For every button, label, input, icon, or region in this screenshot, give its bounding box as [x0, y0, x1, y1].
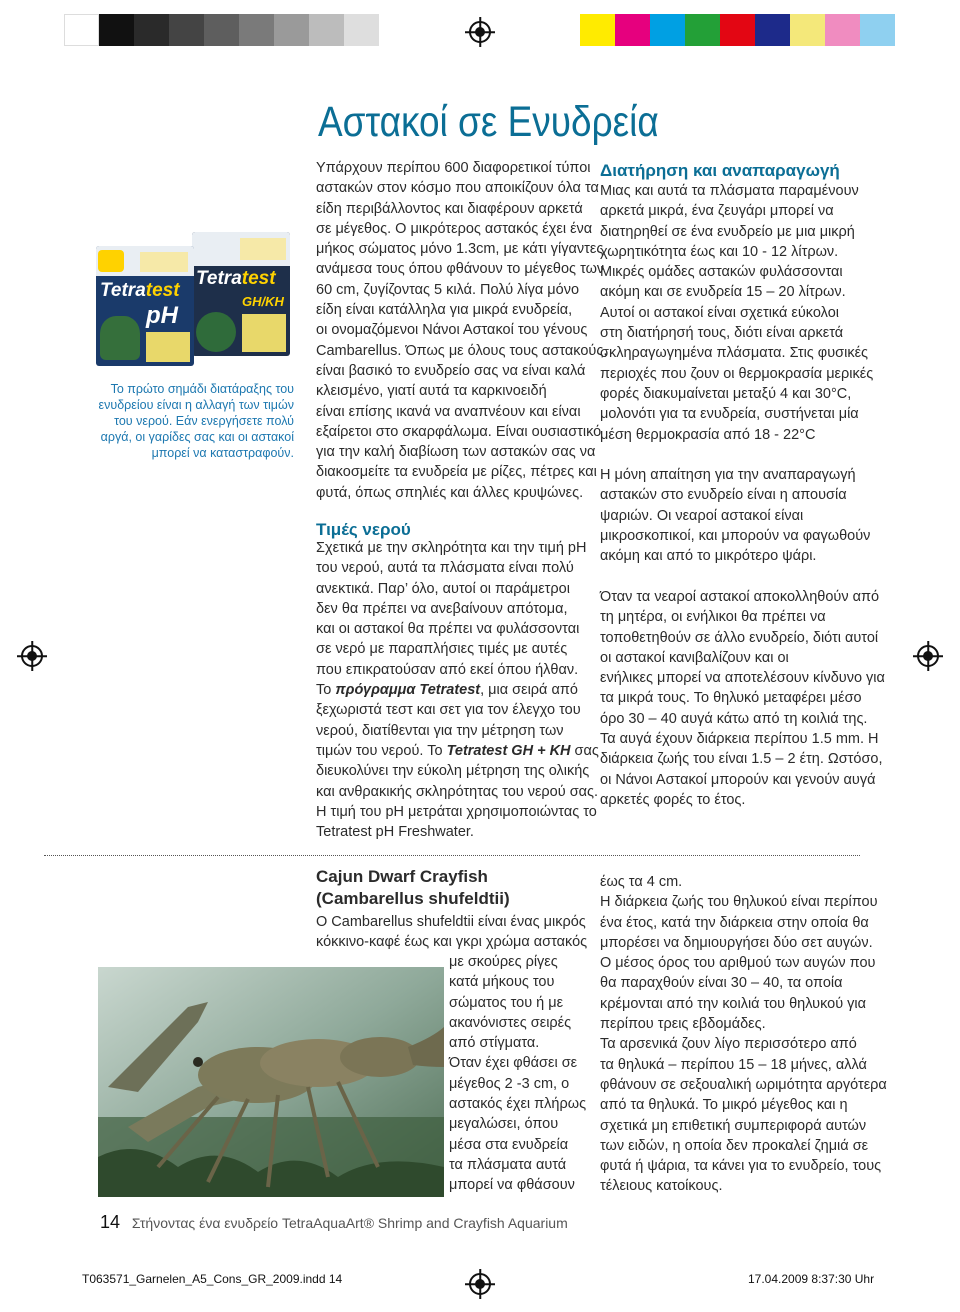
text-line: με σκούρες ρίγες	[449, 954, 558, 970]
box1-label: pH	[146, 302, 178, 329]
text-line: εξαίρετοι στο σκαρφάλωμα. Είναι ουσιαστικό	[316, 423, 602, 440]
text-line: των ειδών, η οποία δεν προκαλεί ζημιά σε	[600, 1137, 869, 1154]
text-line: μπορεί να φθάσουν	[449, 1177, 575, 1194]
text-line: σχετικά μη επιθετική συμπεριφορά αυτών	[600, 1117, 867, 1134]
tetratest-product-image	[96, 226, 296, 366]
text-line: ανεκτικά. Παρ’ όλο, αυτοί οι παράμετροι	[316, 580, 570, 597]
text-line: διατηρηθεί σε ένα ενυδρείο με μια μικρή	[600, 223, 855, 240]
box1-brand-suffix: test	[145, 280, 180, 301]
text-line: διακοσμείτε τα ενυδρεία με ρίζες, πέτρες και	[316, 464, 597, 481]
text-line: ανάμεσα τους όπου φθάνουν το μέγεθος των	[316, 261, 605, 278]
maintenance-heading: Διατήρηση και αναπαραγωγή	[600, 161, 840, 180]
text-line: κατά μήκους του	[449, 974, 555, 991]
text-line: τη μητέρα, οι ενήλικοι θα πρέπει να	[600, 609, 826, 626]
slug-filename: T063571_Garnelen_A5_Cons_GR_2009.indd 14	[82, 1272, 343, 1286]
text-line: σκληραγωγημένα πλάσματα. Στις φυσικές	[600, 345, 869, 362]
text-line: ενήλικες μπορεί να αποτελέσουν κίνδυνο για	[600, 670, 885, 687]
crayfish-photo	[98, 967, 444, 1197]
text-line: περίπου τρεις εβδομάδες.	[600, 1016, 766, 1033]
box2-brand: Tetra	[196, 268, 242, 289]
text-line: σώματος του ή με	[449, 994, 564, 1011]
text-line: φθάνουν σε σεξουαλική ωριμότητα αργότερα	[600, 1076, 887, 1093]
text-line: αρκετά μικρά, ένα ζευγάρι μπορεί να	[600, 203, 834, 220]
text-line: σε μέγεθος. Ο μικρότερος αστακός έχει ένα	[316, 220, 593, 237]
text-line: Η μόνη απαίτηση για την αναπαραγωγή	[600, 467, 856, 484]
text-line: του νερού, αυτά τα πλάσματα είναι πολύ	[316, 560, 574, 577]
section-divider	[44, 855, 860, 856]
slug-date: 17.04.2009 8:37:30 Uhr	[748, 1272, 875, 1286]
text-line: έως τα 4 cm.	[600, 874, 683, 890]
tetratest-ghkh-emphasis: Tetratest GH + KH	[446, 742, 571, 759]
text-line: χωρητικότητα έως και 10 - 12 λίτρων.	[600, 243, 839, 260]
text-line: στη διατήρησή τους, διότι είναι αρκετά	[600, 325, 844, 342]
text-line: ένα έτος, κατά την διάρκεια στην οποία θα	[600, 914, 869, 931]
tetratest-ph-box	[96, 246, 194, 366]
dwarf-right-text	[600, 872, 887, 1197]
water-values-heading: Τιμές νερού	[316, 520, 411, 539]
intro-text	[316, 158, 607, 503]
dwarf-intro-text	[316, 912, 587, 953]
text-line: μέγεθος 2 -3 cm, ο	[449, 1075, 570, 1092]
text-line: διευκολύνει την εύκολη μέτρηση της ολικής	[316, 763, 590, 780]
text-line: και ανθρακικής σκληρότητας του νερού σας.	[316, 783, 599, 800]
heading-line: (Cambarellus shufeldtii)	[316, 889, 510, 908]
text-line: 60 cm, ζυγίζοντας 5 κιλά. Πολύ λίγα μόνο	[316, 281, 580, 298]
page-number: 14	[100, 1212, 121, 1232]
footer-text: Στήνοντας ένα ενυδρείο TetraAquaArt® Shrimp and Crayfish Aquarium	[131, 1215, 568, 1231]
text-span: σας	[570, 742, 599, 759]
text-line: Μιας και αυτά τα πλάσματα παραμένουν	[600, 183, 859, 199]
text-line: μικροσκοπικοί, και μπορούν να φαγωθούν	[600, 528, 871, 545]
box2-brand-suffix: test	[241, 268, 276, 289]
text-line: τα πλάσματα αυτά	[449, 1156, 567, 1173]
registration-mark-top	[469, 21, 491, 43]
registration-mark-right	[917, 645, 939, 667]
text-line: διάρκεια ζωής του είναι 1.5 – 2 έτη. Ωστόσο,	[600, 751, 883, 768]
text-line: Τα αρσενικά ζουν λίγο περισσότερο από	[600, 1036, 857, 1053]
text-line: κλεισμένο, γιατί αυτά τα καρκινοειδή	[316, 383, 547, 400]
text-line: μπορέσει να δημιουργήσει δύο σετ αυγών.	[600, 934, 873, 951]
text-line: όρο 30 – 40 αυγά κάτω από τη κοιλιά της.	[600, 710, 868, 727]
box2-label: GH/KH	[242, 294, 284, 309]
text-line: ακόμη και σε ενυδρεία 15 – 20 λίτρων.	[600, 284, 846, 301]
page-title: Αστακοί σε Ενυδρεία	[318, 98, 659, 146]
registration-mark-left	[21, 645, 43, 667]
text-line: ακόμη και από το μικρότερο ψάρι.	[600, 548, 817, 565]
text-line: νερού, διατίθενται για την μέτρηση των	[316, 722, 564, 739]
text-line: είναι επίσης ικανά να αναπνέουν και είναι	[316, 403, 581, 420]
text-span: , μια σειρά από	[480, 682, 578, 699]
text-line: φυτά, όπως σπηλιές και άλλες κρυψώνες.	[316, 484, 584, 501]
text-line: και οι αστακοί θα πρέπει να φυλάσσονται	[316, 621, 580, 638]
text-line: από στίγματα.	[449, 1035, 540, 1052]
image-caption: Το πρώτο σημάδι διατάραξης του ενυδρείου είναι η αλλαγή των τιμών του νερού. Εάν ενεργήσετε πολύ αργά, οι γαρίδες σας και οι αστακοί μπορεί να καταστραφούν.	[98, 382, 294, 460]
text-line: Υπάρχουν περίπου 600 διαφορετικοί τύποι	[316, 160, 591, 176]
text-line: ψαριών. Οι νεαροί αστακοί είναι	[600, 507, 804, 524]
text-line: Ο μέσος όρος του αριθμού των αυγών που	[600, 955, 876, 972]
text-line: αρκετές φορές το έτος.	[600, 791, 746, 808]
text-line: μεγαλώσει, όπου	[449, 1116, 559, 1133]
text-line: είδη είναι κατάλληλα για μικρά ενυδρεία,	[316, 302, 573, 319]
dwarf-crayfish-heading	[316, 866, 510, 910]
text-line: οι αστακοί κανιβαλίζουν και οι	[600, 649, 789, 666]
text-line: τοποθετηθούν σε άλλο ενυδρείο, διότι αυτοί	[600, 629, 879, 646]
water-values-text	[316, 538, 599, 842]
tetratest-program-emphasis: πρόγραμμα Tetratest	[335, 682, 481, 699]
text-line	[316, 680, 599, 700]
text-line: Τα αυγά έχουν διάρκεια περίπου 1.5 mm. Η	[600, 731, 879, 748]
text-span: Το	[316, 682, 336, 699]
text-line: κρέμονται από την κοιλιά του θηλυκού για	[600, 995, 867, 1012]
tetratest-gh-kh-box	[192, 232, 290, 356]
text-span: τιμών του νερού. Το	[316, 742, 447, 759]
text-line: τα μικρά τους. Το θηλυκό μεταφέρει μέσο	[600, 690, 862, 707]
text-line: είδη περιβάλλοντος και διαφέρουν αρκετά	[316, 200, 583, 217]
text-line: περιοχές που ζουν οι θερμοκρασία μερικές	[600, 365, 874, 382]
text-line: μέση θερμοκρασία από 18 - 22°C	[600, 426, 816, 443]
text-line: Όταν τα νεαροί αστακοί αποκολληθούν από	[600, 588, 880, 605]
text-line: αστακός έχει πλήρως	[449, 1096, 587, 1113]
crayfish-illustration	[98, 967, 444, 1197]
text-line: που επικρατούσαν από εκεί όπου ήλθαν.	[316, 661, 579, 678]
text-line: μέσα στα ενυδρεία	[449, 1136, 569, 1153]
text-line: Tetratest pH Freshwater.	[316, 824, 474, 841]
text-line: Σχετικά με την σκληρότητα και την τιμή pH	[316, 540, 587, 556]
text-line: Μικρές ομάδες αστακών φυλάσσονται	[600, 264, 843, 281]
text-line: Η τιμή του pH μετράται χρησιμοποιώντας το	[316, 803, 597, 820]
text-line: τα θηλυκά – περίπου 15 – 18 μήνες, αλλά	[600, 1056, 867, 1073]
text-line	[316, 741, 599, 761]
dwarf-wrap-text	[449, 952, 586, 1196]
page-footer	[100, 1212, 568, 1233]
text-line: δεν θα πρέπει να ανεβαίνουν απότομα,	[316, 600, 568, 617]
text-line: ακανόνιστες σειρές	[449, 1014, 572, 1031]
text-line: αστακών στο ενυδρείο είναι η απουσία	[600, 487, 847, 504]
text-line: φυτά ή ψάρια, τα κάνει για το ενυδρείο, τους	[600, 1158, 882, 1175]
heading-line: Cajun Dwarf Crayfish	[316, 867, 488, 886]
maintenance-text	[600, 181, 885, 810]
box1-brand: Tetra	[100, 280, 146, 301]
registration-mark-bottom	[469, 1273, 491, 1295]
text-line: Ο Cambarellus shufeldtii είναι ένας μικρός	[316, 914, 586, 930]
grayscale-bar	[64, 14, 379, 46]
text-line: τέλειους κατοίκους.	[600, 1178, 723, 1195]
text-line: αστακών στον κόσμο που αποικίζουν όλα τα	[316, 180, 599, 197]
text-line: Cambarellus. Όπως με όλους τους αστακούς,	[316, 342, 608, 359]
text-line: Η διάρκεια ζωής του θηλυκού είναι περίπου	[600, 894, 878, 911]
text-line: κόκκινο-καφέ έως και γκρι χρώμα αστακός	[316, 934, 588, 951]
text-line: Όταν έχει φθάσει σε	[449, 1055, 578, 1072]
text-line: οι ονομαζόμενοι Νάνοι Αστακοί του γένους	[316, 322, 588, 339]
text-line: οι Νάνοι Αστακοί μπορούν και γενούν αυγά	[600, 771, 876, 788]
text-line: φορές διακυμαίνεται μεταξύ 4 και 30°C,	[600, 385, 852, 402]
text-line: από τα θηλυκά. Το μικρό μέγεθος και η	[600, 1097, 848, 1114]
text-line: μολονότι για τα ενυδρεία, συστήνεται μία	[600, 406, 859, 423]
text-line: μήκος σώματος μόνο 1.3cm, με κάτι γίγαντες	[316, 241, 604, 258]
text-line: ξεχωριστά τεστ και σετ για τον έλεγχο του	[316, 702, 581, 719]
text-line: σε νερό με παραπλήσιες τιμές με αυτές	[316, 641, 568, 658]
text-line: Αυτοί οι αστακοί είναι σχετικά εύκολοι	[600, 304, 839, 321]
color-bar	[580, 14, 930, 46]
text-line: για την καλή διαβίωση των αστακών σας να	[316, 444, 596, 461]
text-line: θα παραχθούν είναι 30 – 40, τα οποία	[600, 975, 843, 992]
text-line: είναι βασικό το ενυδρείο σας να είναι καλά	[316, 362, 586, 379]
